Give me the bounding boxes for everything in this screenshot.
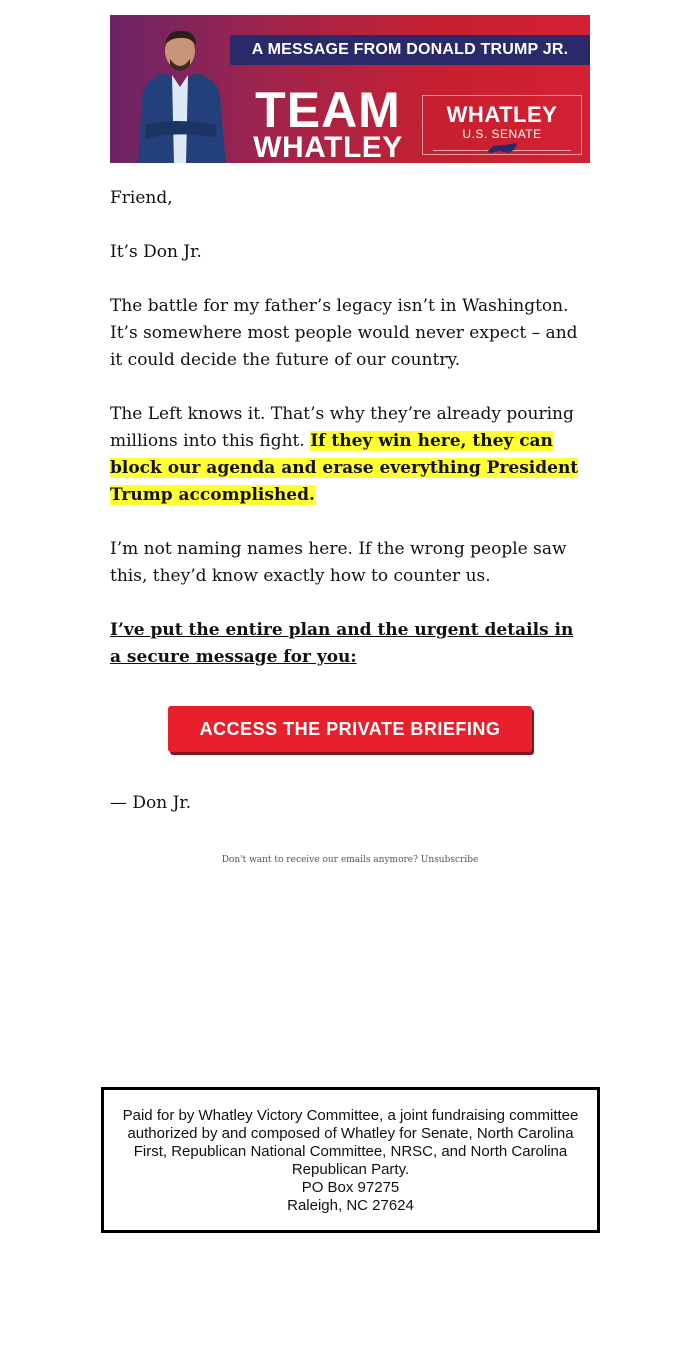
senate-logo [422, 95, 582, 155]
intro-line: It’s Don Jr. [110, 242, 202, 262]
signoff: — Don Jr. [110, 793, 192, 813]
cta-link-text[interactable]: I’ve put the entire plan and the urgent details in a secure message for you: [110, 620, 574, 667]
person-photo [132, 25, 230, 163]
unsubscribe-link[interactable]: Don't want to receive our emails anymore? Unsubscribe [221, 855, 479, 865]
paid-for-disclaimer [101, 1087, 600, 1233]
paragraph-2-text: The Left knows it. That’s why they’re already pouring millions into this fight. [110, 404, 574, 451]
button-row [110, 706, 590, 752]
paragraph-3: I’m not naming names here. If the wrong people saw this, they’d know exactly how to counter us. [110, 539, 567, 586]
logo-name: WHATLEY [446, 102, 558, 127]
highlighted-text: If they win here, they can block our agenda and erase everything President Trump accomplished. [110, 431, 579, 505]
paragraph-1: The battle for my father’s legacy isn’t in Washington. It’s somewhere most people would never expect – and it could decide the future of our country. [110, 296, 578, 370]
logo-subtitle: U.S. SENATE [462, 127, 542, 141]
header-banner[interactable] [110, 15, 590, 163]
banner-header-text: A MESSAGE FROM DONALD TRUMP JR. [230, 35, 590, 65]
paragraph-2 [110, 401, 590, 509]
access-briefing-button[interactable]: ACCESS THE PRIVATE BRIEFING [168, 706, 532, 752]
address-line-1: PO Box 97275 [301, 1179, 400, 1196]
address-line-2: Raleigh, NC 27624 [287, 1197, 414, 1214]
email-body [110, 15, 590, 817]
greeting: Friend, [110, 188, 173, 208]
team-line1: TEAM [255, 82, 401, 138]
team-line2: WHATLEY [253, 131, 403, 163]
north-carolina-state-icon [485, 142, 519, 154]
disclaimer-text: Paid for by Whatley Victory Committee, a joint fundraising committee authorized by and composed of Whatley for Senate, North Carolina First, Republican National Committee, NRSC, and North Carolina Republican Party. [122, 1107, 579, 1178]
team-logo-text [238, 82, 418, 163]
